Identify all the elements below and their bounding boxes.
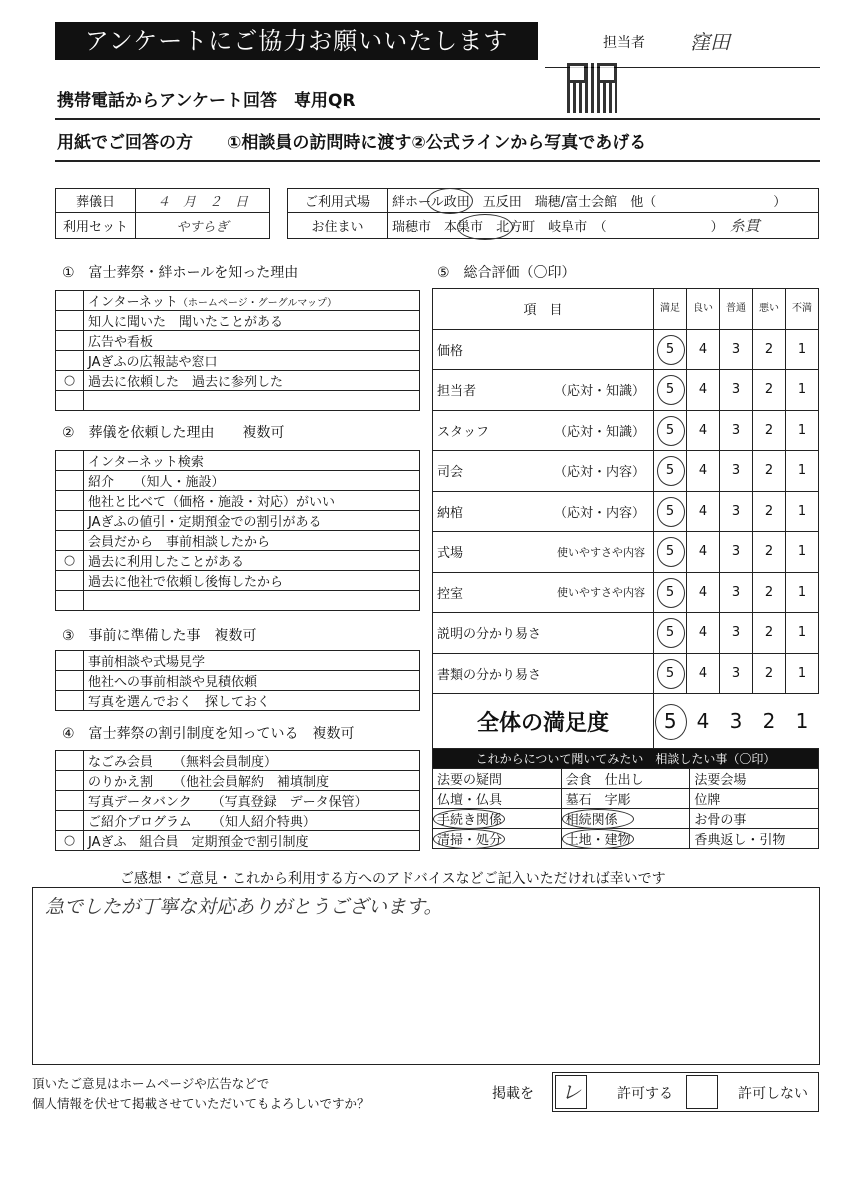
list-item[interactable] (56, 531, 420, 551)
list-item[interactable] (56, 831, 420, 851)
rating-option[interactable]: 5 (654, 410, 687, 451)
rating-sub: 使いやすさや内容 (557, 586, 645, 600)
venue-address-table (287, 188, 819, 239)
item-text: 過去に依頼した 過去に参列した (88, 375, 284, 390)
rating-option[interactable]: 3 (720, 410, 753, 451)
q2-title: ② 葬儀を依頼した理由 複数可 (62, 425, 285, 441)
rating-option[interactable]: 3 (720, 532, 753, 573)
future-option[interactable]: 仏壇・仏具 (433, 789, 562, 809)
answer-mark[interactable] (56, 651, 84, 671)
rating-label: 式場 (437, 546, 464, 562)
rating-option[interactable]: 1 (786, 572, 819, 613)
item-text: なごみ会員 (88, 755, 154, 770)
item-text: のりかえ割 (88, 775, 154, 790)
rating-option[interactable]: 4 (687, 613, 720, 654)
rating-option[interactable]: 4 (687, 653, 720, 694)
item-text: 過去に利用したことがある (88, 555, 245, 570)
list-item[interactable] (56, 591, 420, 611)
rating-option[interactable]: 4 (687, 370, 720, 411)
consent-line2: 個人情報を伏せて掲載させていただいてもよろしいですか？ (32, 1096, 370, 1111)
rating-option[interactable]: 3 (720, 653, 753, 694)
scale-header: 不満 (786, 289, 819, 330)
answer-mark[interactable] (56, 751, 84, 771)
q4-table (55, 750, 420, 851)
future-row (433, 809, 819, 829)
rating-sub: （応対・知識） (553, 384, 645, 400)
rating-option[interactable]: 3 (720, 370, 753, 411)
list-item[interactable] (56, 651, 420, 671)
rating-option[interactable]: 2 (753, 653, 786, 694)
rating-row (433, 451, 819, 492)
comments-value[interactable]: 急でしたが丁寧な対応ありがとうございます。 (45, 896, 443, 918)
venue-option[interactable]: 絆ホール政田 (392, 195, 470, 210)
answer-mark[interactable] (56, 691, 84, 711)
rating-option[interactable]: 4 (687, 329, 720, 370)
staff-label: 担当者 (603, 35, 645, 51)
rating-option[interactable]: 2 (753, 613, 786, 654)
rating-table (432, 288, 819, 749)
list-item[interactable] (56, 771, 420, 791)
rating-option[interactable]: 3 (720, 491, 753, 532)
rating-option[interactable]: 1 (786, 370, 819, 411)
future-option[interactable]: 法要の疑問 (433, 769, 562, 789)
overall-label: 全体の満足度 (433, 694, 654, 749)
deny-label: 許可しない (738, 1086, 808, 1102)
future-table (432, 748, 819, 849)
future-title: これからについて聞いてみたい 相談したい事（〇印） (433, 749, 819, 769)
answer-mark[interactable] (56, 351, 84, 371)
future-row (433, 829, 819, 849)
address-label: お住まい (288, 213, 388, 239)
allow-checkbox[interactable]: レ (555, 1075, 587, 1109)
rating-option[interactable]: 1 (786, 329, 819, 370)
rating-option[interactable]: 3 (720, 451, 753, 492)
address-other[interactable]: 糸貫 (729, 217, 760, 235)
item-text: 過去に他社で依頼し後悔したから (88, 575, 284, 590)
rating-row (433, 491, 819, 532)
q3-title: ③ 事前に準備した事 複数可 (62, 628, 257, 644)
rating-option[interactable]: 3 (720, 329, 753, 370)
rating-row (433, 653, 819, 694)
item-header: 項 目 (433, 289, 654, 330)
item-note: （無料会員制度） (173, 755, 278, 770)
list-item[interactable] (56, 791, 420, 811)
divider (55, 160, 820, 162)
future-option[interactable]: 墓石 字彫 (561, 789, 690, 809)
rating-row (433, 572, 819, 613)
item-text: インターネット (88, 295, 178, 310)
consent-line1: 頂いたご意見はホームページや広告などで (32, 1076, 270, 1091)
rating-option[interactable]: 1 (786, 491, 819, 532)
list-item[interactable] (56, 751, 420, 771)
list-item[interactable] (56, 491, 420, 511)
answer-mark[interactable] (56, 451, 84, 471)
q4-title: ④ 富士葬祭の割引制度を知っている 複数可 (62, 726, 355, 742)
list-item[interactable] (56, 451, 420, 471)
rating-option[interactable]: 5 (654, 491, 687, 532)
list-item[interactable] (56, 351, 420, 371)
rating-label: 司会 (437, 465, 464, 481)
rating-option[interactable]: 4 (687, 451, 720, 492)
item-text: 写真データバンク (88, 795, 192, 810)
answer-mark[interactable] (56, 491, 84, 511)
list-item[interactable] (56, 371, 420, 391)
venue-option[interactable]: 他（ ） (630, 195, 787, 210)
answer-mark[interactable] (56, 311, 84, 331)
list-item[interactable] (56, 311, 420, 331)
consent-label: 掲載を (492, 1086, 534, 1102)
funeral-info-table (55, 188, 270, 239)
answer-mark[interactable]: ○ (56, 831, 84, 851)
q5-title: ⑤ 総合評価（〇印） (437, 265, 576, 281)
set-value[interactable]: やすらぎ (136, 213, 270, 239)
answer-mark[interactable] (56, 511, 84, 531)
rating-label: 価格 (437, 343, 464, 359)
venue-option[interactable]: 瑞穂/富士会館 (534, 195, 618, 210)
future-option[interactable]: 清掃・処分 (433, 829, 562, 849)
rating-option[interactable]: 2 (753, 694, 786, 749)
rating-sub: 使いやすさや内容 (557, 545, 645, 559)
future-option[interactable]: 法要会場 (690, 769, 819, 789)
staff-value[interactable]: 窪田 (690, 30, 730, 54)
address-option[interactable]: 瑞穂市 (392, 220, 432, 235)
set-label: 利用セット (56, 213, 136, 239)
rating-label: スタッフ (437, 424, 490, 440)
item-text: 会員だから 事前相談したから (88, 535, 271, 550)
item-text: ご紹介プログラム (88, 815, 192, 830)
rating-option[interactable]: 5 (654, 370, 687, 411)
answer-mark[interactable] (56, 791, 84, 811)
answer-mark[interactable] (56, 811, 84, 831)
q3-table (55, 650, 420, 711)
answer-mark[interactable] (56, 291, 84, 311)
item-text: 他社への事前相談や見積依頼 (88, 675, 258, 690)
qr-code-icon[interactable] (567, 63, 617, 113)
item-note: （写真登録 データ保管） (211, 795, 368, 810)
rating-option[interactable]: 2 (753, 572, 786, 613)
item-text: JAぎふの値引・定期預金での割引がある (88, 515, 322, 530)
rating-option[interactable]: 5 (654, 653, 687, 694)
answer-mark[interactable] (56, 771, 84, 791)
address-option[interactable]: 本巣市 (444, 220, 484, 235)
rating-option[interactable]: 4 (687, 532, 720, 573)
rating-option[interactable]: 1 (786, 653, 819, 694)
divider (55, 118, 820, 120)
answer-mark[interactable] (56, 391, 84, 411)
overall-row (433, 694, 819, 749)
rating-option[interactable]: 2 (753, 370, 786, 411)
rating-row (433, 613, 819, 654)
paper-text: 用紙でご回答の方 ①相談員の訪問時に渡す②公式ラインから写真であげる (57, 133, 647, 153)
future-option[interactable]: 会食 仕出し (561, 769, 690, 789)
future-option[interactable]: 手続き関係 (433, 809, 562, 829)
answer-mark[interactable] (56, 671, 84, 691)
rating-label: 納棺 (437, 505, 464, 521)
future-row (433, 789, 819, 809)
rating-option[interactable]: 4 (687, 410, 720, 451)
rating-option[interactable]: 3 (720, 572, 753, 613)
answer-mark[interactable]: ○ (56, 551, 84, 571)
rating-option[interactable]: 2 (753, 491, 786, 532)
list-item[interactable] (56, 691, 420, 711)
rating-sub: （応対・内容） (553, 465, 645, 481)
comments-title: ご感想・ご意見・これから利用する方へのアドバイスなどご記入いただければ幸いです (120, 871, 666, 887)
address-option[interactable]: （ ） (600, 220, 724, 235)
item-text: 広告や看板 (88, 335, 154, 350)
q2-table (55, 450, 420, 611)
rating-option[interactable]: 5 (654, 329, 687, 370)
rating-label: 控室 (437, 586, 464, 602)
rating-option[interactable]: 5 (654, 451, 687, 492)
scale-header: 悪い (753, 289, 786, 330)
list-item[interactable] (56, 291, 420, 311)
survey-title: アンケートにご協力お願いいたします (55, 22, 538, 60)
address-option[interactable]: 岐阜市 (548, 220, 588, 235)
item-text: 知人に聞いた 聞いたことがある (88, 315, 284, 330)
list-item[interactable] (56, 811, 420, 831)
rating-option[interactable]: 2 (753, 410, 786, 451)
mobile-text: 携帯電話からアンケート回答 専用QR (57, 91, 356, 111)
rating-option[interactable]: 3 (720, 613, 753, 654)
venue-label: ご利用式場 (288, 189, 388, 213)
item-text: 事前相談や式場見学 (88, 655, 206, 670)
rating-option[interactable]: 1 (786, 694, 819, 749)
future-option[interactable]: お骨の事 (690, 809, 819, 829)
rating-row (433, 410, 819, 451)
scale-header: 良い (687, 289, 720, 330)
answer-mark[interactable]: ○ (56, 371, 84, 391)
funeral-date-label: 葬儀日 (56, 189, 136, 213)
list-item[interactable] (56, 671, 420, 691)
future-option[interactable]: 香典返し・引物 (690, 829, 819, 849)
rating-option[interactable]: 5 (654, 694, 687, 749)
rating-option[interactable]: 2 (753, 532, 786, 573)
rating-option[interactable]: 4 (687, 572, 720, 613)
future-row (433, 769, 819, 789)
answer-mark[interactable] (56, 331, 84, 351)
item-note: （他社会員解約 補填制度 (173, 775, 330, 790)
comments-box[interactable] (32, 887, 820, 1065)
list-item[interactable] (56, 331, 420, 351)
q1-title: ① 富士葬祭・絆ホールを知った理由 (62, 265, 299, 281)
rating-row (433, 532, 819, 573)
rating-option[interactable]: 5 (654, 572, 687, 613)
item-text: 写真を選んでおく 探しておく (88, 695, 271, 710)
rating-option[interactable]: 1 (786, 410, 819, 451)
list-item[interactable] (56, 511, 420, 531)
scale-header: 普通 (720, 289, 753, 330)
rating-option[interactable]: 2 (753, 451, 786, 492)
rating-label: 書類の分かり易さ (437, 667, 542, 683)
rating-option[interactable]: 4 (687, 694, 720, 749)
rating-option[interactable]: 1 (786, 532, 819, 573)
answer-mark[interactable] (56, 531, 84, 551)
rating-option[interactable]: 5 (654, 613, 687, 654)
rating-row (433, 370, 819, 411)
item-text: インターネット検索 (88, 455, 204, 470)
deny-checkbox[interactable] (686, 1075, 718, 1109)
rating-label: 説明の分かり易さ (437, 627, 542, 643)
address-option[interactable]: 北方町 (496, 220, 536, 235)
rating-option[interactable]: 1 (786, 613, 819, 654)
rating-sub: （応対・内容） (553, 505, 645, 521)
rating-label: 担当者 (437, 384, 477, 400)
item-text: JAぎふの広報誌や窓口 (88, 355, 218, 370)
list-item[interactable] (56, 471, 420, 491)
rating-option[interactable]: 1 (786, 451, 819, 492)
rating-option[interactable]: 2 (753, 329, 786, 370)
venue-option[interactable]: 五反田 (482, 195, 522, 210)
rating-row (433, 329, 819, 370)
item-note: （知人紹介特典） (211, 815, 316, 830)
allow-label: 許可する (617, 1086, 673, 1102)
future-option[interactable]: 相続関係 (561, 809, 690, 829)
list-item[interactable] (56, 551, 420, 571)
answer-mark[interactable] (56, 571, 84, 591)
scale-header: 満足 (654, 289, 687, 330)
answer-mark[interactable] (56, 591, 84, 611)
item-text: 他社と比べて（価格・施設・対応）がいい (88, 495, 336, 510)
list-item[interactable] (56, 571, 420, 591)
future-option[interactable]: 位牌 (690, 789, 819, 809)
rating-option[interactable]: 4 (687, 491, 720, 532)
rating-sub: （応対・知識） (553, 424, 645, 440)
future-option[interactable]: 土地・建物 (561, 829, 690, 849)
q1-table (55, 290, 420, 411)
answer-mark[interactable] (56, 471, 84, 491)
item-text: JAぎふ 組合員 定期預金で割引制度 (88, 835, 309, 850)
funeral-date-value[interactable]: ４ 月 ２ 日 (136, 189, 270, 213)
list-item[interactable] (56, 391, 420, 411)
rating-option[interactable]: 3 (720, 694, 753, 749)
rating-option[interactable]: 5 (654, 532, 687, 573)
item-text: 紹介 （知人・施設） (88, 475, 225, 490)
item-note: （ホームページ・グーグルマップ） (177, 298, 338, 309)
